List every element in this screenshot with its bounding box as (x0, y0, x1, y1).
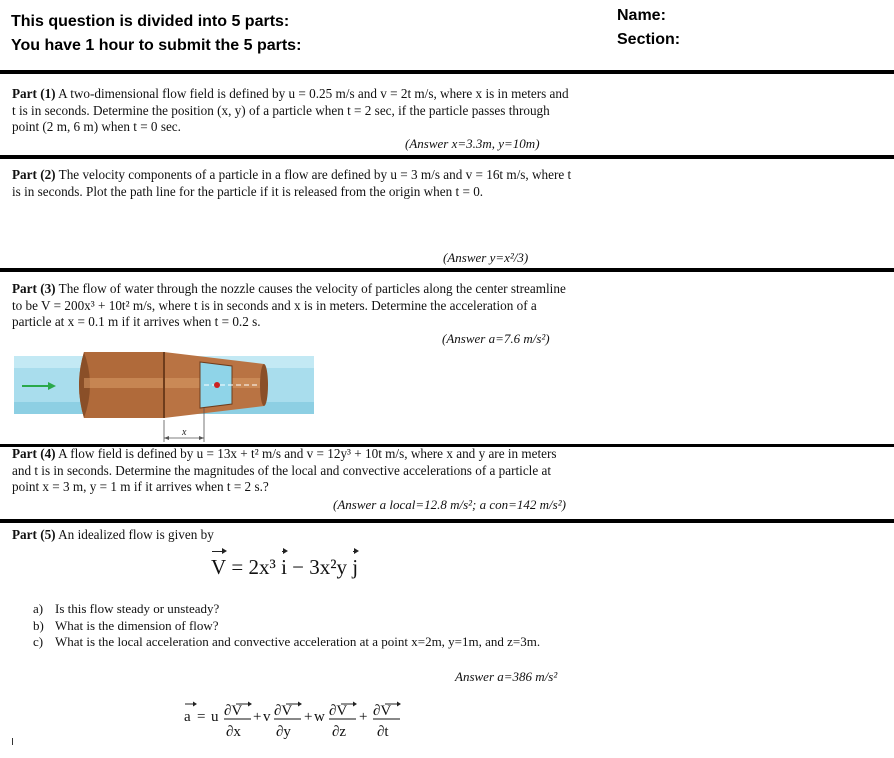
divider-rule (0, 70, 894, 74)
acc-v: v (263, 709, 271, 725)
list-item (33, 634, 563, 651)
acc-plus-1: + (253, 709, 262, 725)
acceleration-formula (184, 690, 414, 742)
part-4-body: A flow field is defined by u = 13x + t² m/s and v = 12y³ + 10t m/s, where x and y are in meters and t is in seconds. Determine the magnitudes of the local and convective accelerations of a particle at point x = 3 m, y = 1 m if it arrives when t = 2 s.? (12, 446, 557, 494)
part-5-answer: Answer a=386 m/s² (455, 669, 558, 684)
acc-a: a (184, 709, 191, 725)
section-label: Section: (617, 31, 681, 48)
list-item (33, 601, 563, 618)
divider-rule (0, 519, 894, 523)
particle-dot (214, 382, 220, 388)
part-3-answer: (Answer a=7.6 m/s²) (442, 331, 550, 346)
list-item (33, 618, 563, 635)
part-2-body: The velocity components of a particle in a flow are defined by u = 3 m/s and v = 16t m/s, where t is in seconds. Plot the path line for the particle if it is released from the origin when t = 0. (12, 167, 572, 199)
frac-t-den: ∂t (377, 724, 389, 740)
eq-term1: 2x³ (248, 555, 276, 579)
frac-z-den: ∂z (332, 724, 347, 740)
vector-v: V (211, 555, 227, 579)
frac-t-num: ∂V (373, 703, 392, 719)
frac-y-num: ∂V (274, 703, 293, 719)
frac-y-den: ∂y (276, 724, 291, 740)
part-2-answer: (Answer y=x²/3) (443, 250, 529, 265)
frac-x-num: ∂V (224, 703, 243, 719)
part-1-text (12, 86, 572, 136)
acc-plus-3: + (359, 709, 368, 725)
header-line-1: This question is divided into 5 parts: (11, 13, 290, 30)
part-3-label: Part (3) (12, 281, 56, 296)
question-a-label: a) (33, 601, 44, 616)
name-label: Name: (617, 7, 666, 24)
acc-w: w (314, 709, 325, 725)
part-5-label: Part (5) (12, 527, 56, 542)
eq-equals: = (231, 555, 244, 579)
question-a-text: Is this flow steady or unsteady? (55, 601, 220, 616)
text-cursor-mark (12, 738, 13, 745)
question-c-label: c) (33, 634, 44, 649)
dimension-x-label: x (182, 427, 187, 438)
question-b-label: b) (33, 617, 44, 633)
unit-vector-j: j (352, 555, 359, 579)
eq-term2: 3x²y (309, 555, 348, 579)
nozzle-figure (14, 350, 314, 450)
part-3-body: The flow of water through the nozzle causes the velocity of particles along the center streamline to be V = 200x³ + 10t² m/s, where t is in seconds and x is in meters. Determine the acceleration of a particle at x = 0.1 m if it arrives when t = 0.2 s. (12, 281, 566, 329)
part-4-text (12, 446, 572, 496)
acc-u: u (211, 709, 219, 725)
part-1-answer: (Answer x=3.3m, y=10m) (405, 136, 540, 151)
unit-vector-i: i (281, 555, 287, 579)
part-1-label: Part (1) (12, 86, 56, 101)
acc-plus-2: + (304, 709, 313, 725)
part-2-text (12, 167, 572, 200)
question-list (33, 601, 563, 651)
part-3-text (12, 281, 572, 331)
acc-equals: = (197, 709, 206, 725)
velocity-equation (211, 555, 358, 580)
part-1-body: A two-dimensional flow field is defined by u = 0.25 m/s and v = 2t m/s, where x is in meters and t is in seconds. Determine the position (x, y) of a particle when t = 2 sec, if the particle passes through point (2 m, 6 m) when t = 0 sec. (12, 86, 569, 134)
part-5-text (12, 527, 572, 544)
divider-rule (0, 155, 894, 159)
part-2-label: Part (2) (12, 167, 56, 182)
divider-rule (0, 268, 894, 272)
part-4-answer: (Answer a local=12.8 m/s²; a con=142 m/s²) (333, 497, 566, 512)
header-line-2: You have 1 hour to submit the 5 parts: (11, 37, 302, 54)
question-c-text: What is the local acceleration and convective acceleration at a point x=2m, y=1m, and z=3m. (55, 634, 541, 649)
frac-z-num: ∂V (329, 703, 348, 719)
frac-x-den: ∂x (226, 724, 241, 740)
part-4-label: Part (4) (12, 446, 56, 461)
part-5-body: An idealized flow is given by (58, 527, 214, 542)
eq-minus: − (292, 555, 304, 579)
question-b-text: What is the dimension of flow? (55, 617, 219, 633)
